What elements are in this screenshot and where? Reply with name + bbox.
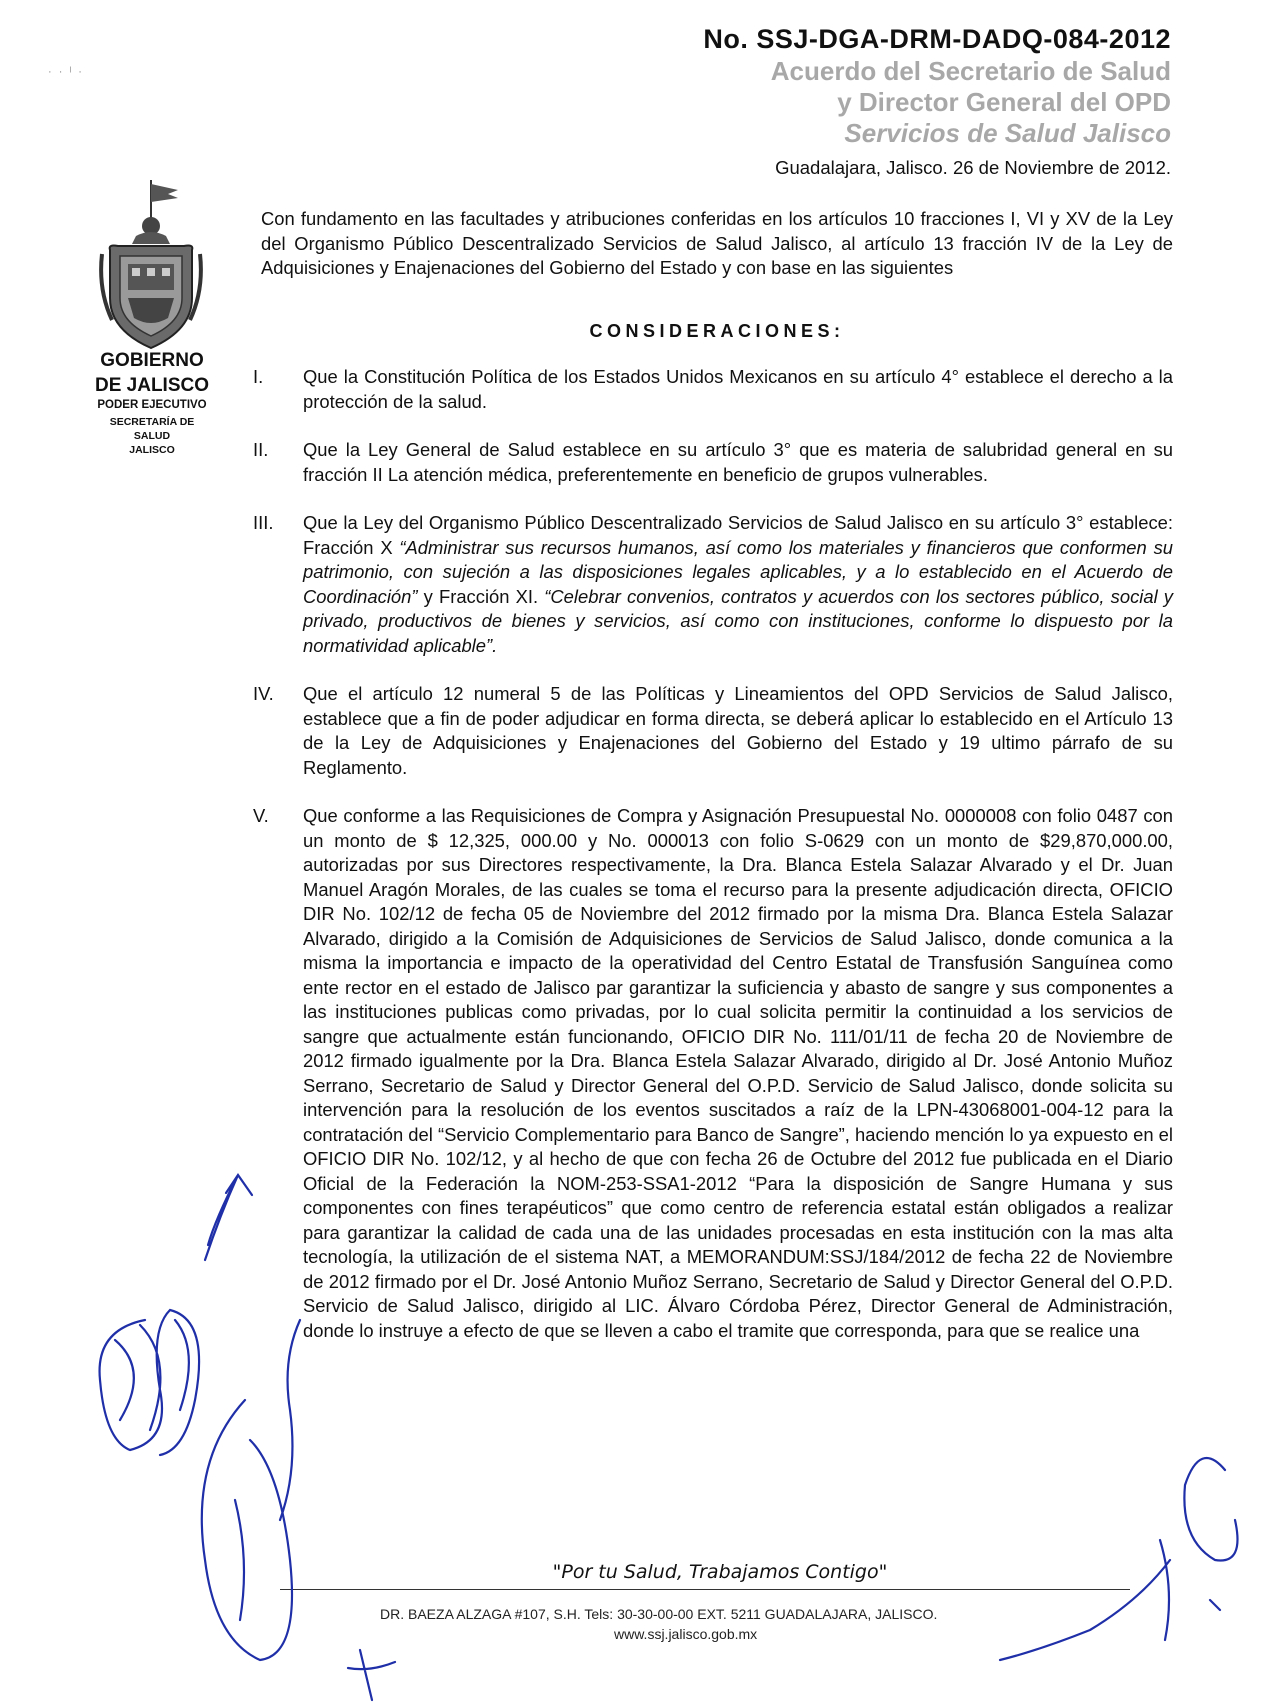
signature-cross-mark (348, 1650, 395, 1700)
item-text: Que la Ley General de Salud establece en su artículo 3° que es materia de salubridad general en su fracción II La atención médica, preferentemente en beneficio de grupos vulnerables. (303, 439, 1173, 485)
consideration-item (253, 682, 1173, 780)
item-text: Que la Ley del Organismo Público Descentralizado Servicios de Salud Jalisco en su artículo 3° establece: Fracción X (303, 512, 1173, 558)
item-quote: “Celebrar convenios, contratos y acuerdos con los sectores público, social y privado, productivos de bienes y servicios, así como con instituciones, conforme lo dispuesto por la normatividad aplicable”. (303, 585, 1173, 656)
footer-motto: "Por tu Salud, Trabajamos Contigo" (552, 1561, 888, 1583)
scan-artifact: · · ˡ · (48, 66, 84, 78)
footer-url: www.ssj.jalisco.gob.mx (614, 1626, 758, 1642)
government-name-line-2: DE JALISCO (94, 375, 210, 396)
consideration-item (253, 804, 1173, 1343)
item-number: III. (253, 512, 274, 533)
government-branch: PODER EJECUTIVO (97, 399, 207, 411)
consideration-item (253, 365, 1173, 414)
secretariat-line-1: SECRETARÍA DE (109, 416, 195, 428)
signature-arrow-mark (205, 1175, 252, 1260)
item-text: Que conforme a las Requisiciones de Compra y Asignación Presupuestal No. 0000008 con folio 0487 con un monto de $ 12,325, 000.00 y No. 000013 con folio S-0629 con un monto de $29,870,000.00, autorizadas por sus Directores respectivamente, la Dra. Blanca Estela Salazar Alvarado y el Dr. Juan Manuel Aragón Morales, de las cuales se toma el recurso para la presente adjudicación directa, OFICIO DIR No. 102/12 de fecha 05 de Noviembre del 2012 firmado por la misma Dra. Blanca Estela Salazar Alvarado, dirigido a la Comisión de Adquisiciones de Servicios de Salud Jalisco, donde comunica a la misma la importancia e impacto de la operatividad del Centro Estatal de Transfusión Sanguínea como ente rector en el estado de Jalisco par garantizar la suficiencia y abasto de sangre y sus componentes a las instituciones publicas como privadas, por lo cual solicita permitir la continuidad a los servicios de sangre que actualmente están funcionando, OFICIO DIR No. 111/01/11 de fecha 20 de Noviembre de 2012 firmado igualmente por la Dra. Blanca Estela Salazar Alvarado, dirigido al Dr. José Antonio Muñoz Serrano, Secretario de Salud y Director General del O.P.D. Servicio de Salud Jalisco, donde solicita su intervención para la resolución de los eventos suscitados a raíz de la LPN-43068001-004-12 para la contratación del “Servicio Complementario para Banco de Sangre”, haciendo mención lo ya expuesto en el OFICIO DIR No. 102/12, y al hecho de que con fecha 26 de Octubre del 2012 fue publicada en el Diario Oficial de la Federación la NOM-253-SSA1-2012 “Para la disposición de Sangre Humana y sus componentes con fines terapéuticos” que como centro de referencia estatal están obligados a realizar para garantizar la calidad de cada una de las unidades procesadas en esta institución con la mas alta tecnología, la utilización de el sistema NAT, a MEMORANDUM:SSJ/184/2012 de fecha 22 de Noviembre de 2012 firmado por el Dr. José Antonio Muñoz Serrano, Secretario de Salud y Director General del O.P.D. Servicio de Salud Jalisco, dirigido al LIC. Álvaro Córdoba Pérez, Director General de Administración, donde lo instruye a efecto de que se lleven a cabo el tramite que corresponda, para que se realice una (303, 805, 1173, 1341)
item-text: y Fracción XI. (417, 585, 545, 607)
government-identity (84, 348, 220, 457)
document-number: No. SSJ-DGA-DRM-DADQ-084-2012 (703, 24, 1171, 54)
footer-divider (280, 1589, 1130, 1590)
item-text: Que la Constitución Política de los Estados Unidos Mexicanos en su artículo 4° establece el derecho a la protección de la salud. (303, 366, 1173, 412)
intro-paragraph: Con fundamento en las facultades y atribuciones conferidas en los artículos 10 fracciones I, VI y XV de la Ley del Organismo Público Descentralizado Servicios de Salud Jalisco, al artículo 13 fracción IV de la Ley de Adquisiciones y Enajenaciones del Gobierno del Estado y con base en las siguientes (261, 208, 1173, 278)
item-text: Que el artículo 12 numeral 5 de las Políticas y Lineamientos del OPD Servicios de Salud Jalisco, establece que a fin de poder adjudicar en forma directa, se deberá aplicar lo establecido en el Artículo 13 de la Ley de Adquisiciones y Enajenaciones del Gobierno del Estado y 19 ultimo párrafo de su Reglamento. (303, 683, 1173, 778)
signature-right (1000, 1458, 1238, 1660)
item-number: V. (253, 805, 269, 826)
signature-loop-left (202, 1400, 292, 1660)
document-date: Guadalajara, Jalisco. 26 de Noviembre de 2012. (775, 157, 1171, 178)
secretariat-line-3: JALISCO (129, 444, 175, 456)
consideration-item (253, 511, 1173, 658)
agreement-title-line-3: Servicios de Salud Jalisco (844, 118, 1171, 148)
consideration-item (253, 438, 1173, 487)
item-number: I. (253, 366, 264, 387)
jalisco-coat-of-arms-icon (98, 180, 204, 350)
considerations-heading: CONSIDERACIONES: (589, 320, 845, 341)
item-number: IV. (253, 683, 274, 704)
agreement-title-line-2: y Director General del OPD (837, 87, 1171, 117)
item-quote: “Administrar sus recursos humanos, así como los materiales y financieros que conformen su patrimonio, con sujeción a las disposiciones legales aplicables, y a lo establecido en el Acuerdo de Coordinación” (303, 536, 1173, 607)
secretariat-line-2: SALUD (133, 430, 171, 442)
item-number: II. (253, 439, 269, 460)
agreement-title-line-1: Acuerdo del Secretario de Salud (770, 56, 1171, 86)
government-name-line-1: GOBIERNO (100, 350, 204, 371)
document-header (703, 22, 1171, 179)
signature-left-scribble (100, 1310, 200, 1455)
footer-address: DR. BAEZA ALZAGA #107, S.H. Tels: 30-30-00-00 EXT. 5211 GUADALAJARA, JALISCO. (380, 1606, 938, 1622)
document-body (253, 207, 1173, 1367)
